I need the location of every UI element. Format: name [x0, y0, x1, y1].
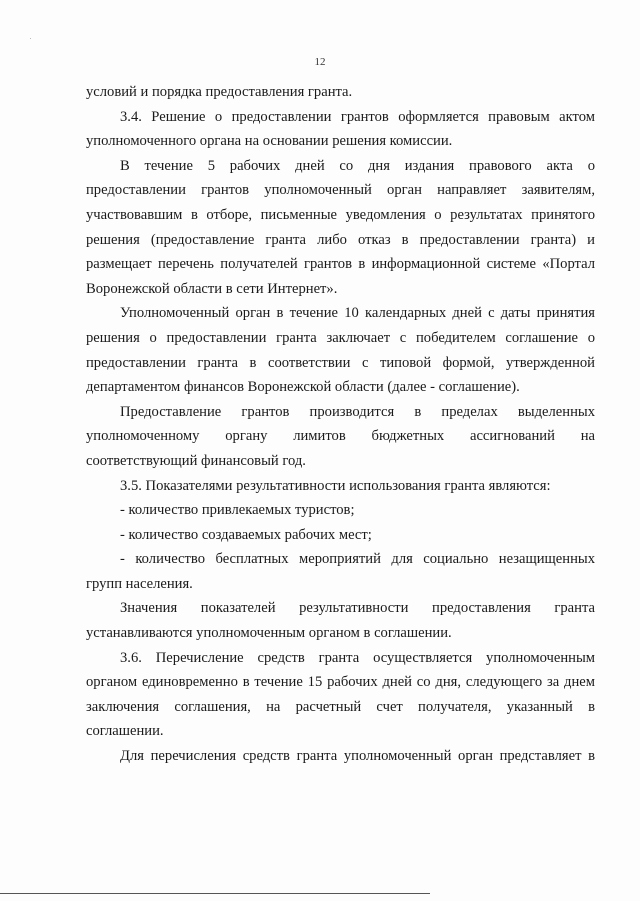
text-line: предоставлении гранта в соответствии с типовой формой, утвержденной — [86, 354, 595, 371]
text-line: - количество создаваемых рабочих мест; — [120, 526, 372, 543]
text-line: Значения показателей результативности предоставления гранта — [120, 600, 595, 617]
text-line: - количество бесплатных мероприятий для социально незащищенных — [120, 551, 595, 568]
text-line: условий и порядка предоставления гранта. — [86, 84, 353, 100]
text-line: размещает перечень получателей грантов в информационной системе «Портал — [86, 256, 595, 273]
text-line: устанавливаются уполномоченным органом в соглашении. — [86, 625, 452, 642]
text-line: уполномоченному органу лимитов бюджетных ассигнований на — [86, 428, 595, 445]
page-number: 12 — [314, 56, 326, 68]
text-line: групп населения. — [86, 575, 193, 592]
text-line: департаментом финансов Воронежской области (далее - соглашение). — [86, 379, 520, 396]
text-line: - количество привлекаемых туристов; — [120, 502, 355, 519]
text-line: участвовавшим в отборе, письменные уведомления о результатах принятого — [86, 206, 595, 223]
text-line: Воронежской области в сети Интернет». — [86, 280, 338, 297]
text-line: Уполномоченный орган в течение 10 календарных дней с даты принятия — [120, 305, 595, 322]
text-line: соглашении. — [86, 723, 164, 740]
text-line: соответствующий финансовый год. — [86, 452, 306, 469]
text-line: 3.6. Перечисление средств гранта осуществляется уполномоченным — [120, 649, 595, 666]
text-line: уполномоченного органа на основании решения комиссии. — [86, 133, 453, 150]
text-line: В течение 5 рабочих дней со дня издания правового акта о — [120, 157, 595, 174]
text-line: Предоставление грантов производится в пределах выделенных — [120, 403, 595, 420]
text-line: 3.4. Решение о предоставлении грантов оформляется правовым актом — [120, 108, 595, 125]
text-line: предоставлении грантов уполномоченный орган направляет заявителям, — [86, 182, 595, 199]
text-line: решения (предоставление гранта либо отказ в предоставлении гранта) и — [86, 231, 595, 248]
document-body — [86, 80, 595, 769]
text-line: Для перечисления средств гранта уполномоченный орган представляет в — [120, 748, 595, 765]
text-line: 3.5. Показателями результативности использования гранта являются: — [120, 477, 551, 494]
text-line: органом единовременно в течение 15 рабочих дней со дня, следующего за днем — [86, 674, 595, 691]
scan-edge-line — [0, 893, 430, 894]
text-line: заключения соглашения, на расчетный счет получателя, указанный в — [86, 698, 595, 715]
scan-artifact — [30, 38, 31, 39]
text-line: решения о предоставлении гранта заключает с победителем соглашение о — [86, 329, 595, 346]
